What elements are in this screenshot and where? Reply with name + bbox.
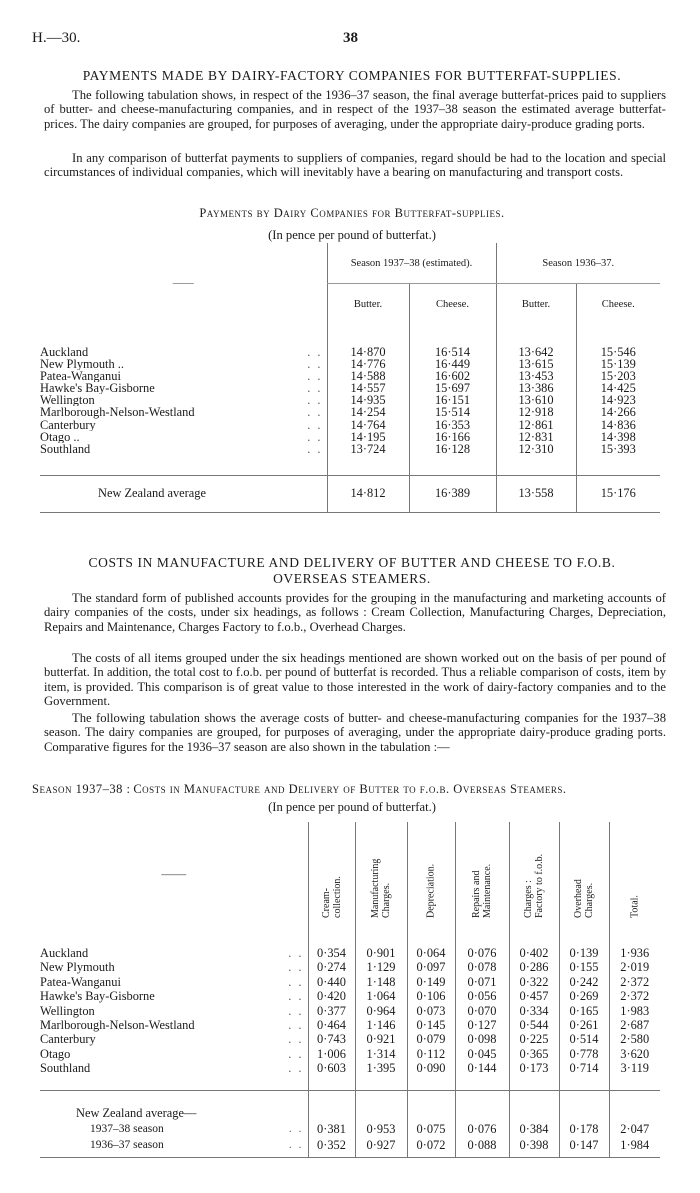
table1-caption [32,206,672,222]
table-cell: 0·334 [509,1004,559,1018]
region-name: Auckland [40,345,89,359]
table-cell: 0·139 [559,926,609,960]
region-name: Canterbury [40,418,96,431]
table2-subcaption: (In pence per pound of butterfat.) [268,800,436,814]
table-cell: 0·173 [509,1061,559,1090]
table-row [40,1047,660,1061]
document-code: H.—30. [32,30,81,46]
leader-dots: . . [307,442,323,456]
table-cell: 0·145 [407,1018,455,1032]
table-cell: 3·620 [609,1047,660,1061]
table2-caption-text: Costs in Manufacture and Delivery of Butter to f.o.b. Overseas Steamers. [133,782,567,796]
leader-dots: . . [307,418,323,431]
table-cell: 13·724 [327,443,409,476]
table-cell: 16·389 [409,475,496,512]
table2-column-header [609,822,660,926]
table2-nz-average-heading-row [40,1090,660,1121]
region-name: Southland [40,1061,91,1076]
leader-dots: . . [288,1003,304,1018]
table-cell: 0·045 [455,1047,509,1061]
table2-average-row [40,1137,660,1158]
region-name: Marlborough-Nelson-Westland [40,1018,195,1033]
table-cell: 1·936 [609,926,660,960]
table-cell: 15·203 [576,370,660,382]
table-cell: 0·076 [455,926,509,960]
table-cell: 1·983 [609,1004,660,1018]
table-row [40,975,660,989]
table-cell: 16·514 [409,324,496,358]
table-cell: 0·064 [407,926,455,960]
region-cell [40,1047,308,1061]
table2-caption-prefix: Season 1937–38 : [32,782,131,796]
table1-col-cheese-1936: Cheese. [576,284,660,325]
table-cell [559,1090,609,1121]
table1-caption-text: Payments by Dairy Companies for Butterfat-supplies. [199,206,505,220]
region-cell [40,419,327,431]
region-name: Auckland [40,946,89,960]
table-cell: 0·073 [407,1004,455,1018]
table-cell: 1·314 [355,1047,407,1061]
table-cell: 14·764 [327,419,409,431]
table-cell: 14·776 [327,358,409,370]
table-cell: 0·070 [455,1004,509,1018]
table-row [40,926,660,960]
table-cell: 0·269 [559,989,609,1003]
table-cell: 0·603 [308,1061,355,1090]
table-cell: 1·395 [355,1061,407,1090]
table2-column-header [407,822,455,926]
column-header-text: Total. [629,895,641,918]
region-cell [40,443,327,476]
leader-dots: . . [307,358,323,371]
table-cell: 0·714 [559,1061,609,1090]
region-cell [40,382,327,394]
region-name: Hawke's Bay-Gisborne [40,989,155,1004]
column-header-text: Repairs and Maintenance. [471,863,493,918]
table-cell: 2·580 [609,1032,660,1046]
section2-paragraph-1 [44,591,666,634]
region-cell [40,431,327,443]
table-cell: 0·144 [455,1061,509,1090]
table-cell: 14·935 [327,394,409,406]
table-cell: 0·112 [407,1047,455,1061]
region-name: Patea-Wanganui [40,974,121,989]
table-cell [609,1090,660,1121]
table-cell: 0·274 [308,960,355,974]
region-name: Hawke's Bay-Gisborne [40,382,155,395]
table-cell: 13·615 [496,358,576,370]
section2-title [32,555,672,587]
table-cell: 14·870 [327,324,409,358]
leader-dots: . . [307,430,323,443]
table-row [40,406,660,418]
table-cell: 16·128 [409,443,496,476]
table1-col-butter-1937: Butter. [327,284,409,325]
table-cell: 0·155 [559,960,609,974]
table-cell: 14·557 [327,382,409,394]
region-name: New Plymouth [40,960,115,975]
table-cell: 0·106 [407,989,455,1003]
region-name: Canterbury [40,1032,96,1047]
table-cell: 13·386 [496,382,576,394]
table-cell: 0·354 [308,926,355,960]
table1-season-1937-38: Season 1937–38 (estimated). [327,243,496,284]
table-cell: 0·381 [308,1121,355,1137]
table-cell: 1·148 [355,975,407,989]
region-cell [40,324,327,358]
average-season-label [40,1121,308,1137]
table1-col-butter-1936: Butter. [496,284,576,325]
table-cell: 0·072 [407,1137,455,1158]
table-cell: 12·831 [496,431,576,443]
table-cell: 2·047 [609,1121,660,1137]
region-cell [40,1004,308,1018]
table-cell: 0·088 [455,1137,509,1158]
table-cell [509,1090,559,1121]
leader-dots: . . [288,974,304,989]
table1-season-1936-37: Season 1936–37. [496,243,660,284]
section2-title-line-1: COSTS IN MANUFACTURE AND DELIVERY OF BUTTER AND CHEESE TO F.O.B. [88,555,616,570]
leader-dots: . . [307,394,323,407]
table-cell: 15·139 [576,358,660,370]
table-cell: 0·402 [509,926,559,960]
section1-paragraph-2-text: In any comparison of butterfat payments to suppliers of companies, regard should be had to the location and special circumstances of individual companies, which will inevitably have a bearing on manufacturing and transport costs. [44,151,666,180]
region-cell [40,1018,308,1032]
table-cell: 0·743 [308,1032,355,1046]
region-cell [40,1032,308,1046]
table-cell: 0·078 [455,960,509,974]
leader-dots: . . [288,1046,304,1061]
table-cell: 0·079 [407,1032,455,1046]
table-cell: 0·398 [509,1137,559,1158]
table-cell: 0·964 [355,1004,407,1018]
table-cell: 0·953 [355,1121,407,1137]
table-cell: 0·127 [455,1018,509,1032]
leader-dots: . . [288,1138,304,1151]
table-cell: 0·225 [509,1032,559,1046]
table-cell [407,1090,455,1121]
table-cell: 0·927 [355,1137,407,1158]
table1-header-row [40,243,660,284]
table-row [40,419,660,431]
table-cell: 0·097 [407,960,455,974]
table-cell: 0·544 [509,1018,559,1032]
column-header-text: Manufacturing Charges. [370,858,392,918]
leader-dots: . . [288,946,304,960]
section2-title-line-2: OVERSEAS STEAMERS. [273,571,431,586]
table-cell: 0·165 [559,1004,609,1018]
table-cell: 14·425 [576,382,660,394]
table-cell: 13·453 [496,370,576,382]
table-cell: 1·064 [355,989,407,1003]
region-cell [40,358,327,370]
table-cell: 15·514 [409,406,496,418]
table-cell: 1·146 [355,1018,407,1032]
table-cell: 14·588 [327,370,409,382]
table-row [40,1004,660,1018]
section2-paragraph-2 [44,651,666,709]
section2-paragraph-3 [44,711,666,754]
table-cell [455,1090,509,1121]
table-cell: 0·420 [308,989,355,1003]
table1-subcaption: (In pence per pound of butterfat.) [268,228,436,242]
table-cell: 0·075 [407,1121,455,1137]
region-name: Marlborough-Nelson-Westland [40,406,195,419]
table-cell: 0·242 [559,975,609,989]
table1-average-row [40,475,660,512]
table2-stub-header: —— [161,866,187,881]
region-name: Patea-Wanganui [40,370,121,383]
region-name: New Plymouth .. [40,358,124,371]
table-cell: 14·812 [327,475,409,512]
table-cell: 13·558 [496,475,576,512]
table-cell: 0·090 [407,1061,455,1090]
table-row [40,1061,660,1090]
table-cell: 0·921 [355,1032,407,1046]
table-cell: 0·457 [509,989,559,1003]
region-cell [40,926,308,960]
table-row [40,324,660,358]
table-row [40,431,660,443]
table-cell: 0·322 [509,975,559,989]
table-cell: 1·984 [609,1137,660,1158]
table2-column-header [455,822,509,926]
column-header-text: Cream- collection. [320,876,343,918]
table-cell: 0·147 [559,1137,609,1158]
leader-dots: . . [307,382,323,395]
table-cell: 3·119 [609,1061,660,1090]
table-cell: 14·254 [327,406,409,418]
column-header-text: Charges : Factory to f.o.b. [523,853,545,918]
table2-average-row [40,1121,660,1137]
leader-dots: . . [288,1018,304,1033]
region-name: Otago [40,1046,71,1061]
table-cell: 2·019 [609,960,660,974]
leader-dots: . . [307,406,323,419]
table-cell: 16·166 [409,431,496,443]
table1-col-cheese-1937: Cheese. [409,284,496,325]
table-row [40,989,660,1003]
table2-column-header [355,822,407,926]
table-cell: 0·352 [308,1137,355,1158]
table-cell: 16·602 [409,370,496,382]
table-cell [308,1090,355,1121]
table-cell: 13·610 [496,394,576,406]
table-cell: 2·687 [609,1018,660,1032]
table-cell: 0·778 [559,1047,609,1061]
table-cell: 14·836 [576,419,660,431]
column-header-text: Overhead Charges. [573,879,595,918]
table2-column-header [559,822,609,926]
leader-dots: . . [288,1061,304,1076]
table-cell: 0·071 [455,975,509,989]
table-row [40,960,660,974]
leader-dots: . . [307,345,323,359]
leader-dots: . . [288,1032,304,1047]
leader-dots: . . [288,989,304,1004]
table-cell: 15·546 [576,324,660,358]
season-label-text: 1936–37 season [90,1138,164,1151]
table-cell [355,1090,407,1121]
table2-column-header [308,822,355,926]
table2-column-header [509,822,559,926]
table-cell: 1·129 [355,960,407,974]
manufacturing-costs-table [40,822,660,1158]
table-cell: 2·372 [609,975,660,989]
table-cell: 16·449 [409,358,496,370]
table-cell: 0·076 [455,1121,509,1137]
leader-dots: . . [307,370,323,383]
table-cell: 16·353 [409,419,496,431]
section1-paragraph-1 [44,88,666,131]
table-cell: 12·861 [496,419,576,431]
nz-average-label: New Zealand average— [76,1105,197,1120]
section1-paragraph-1-text: The following tabulation shows, in respect of the 1936–37 season, the final average butterfat-prices paid to suppliers of butter- and cheese-manufacturing companies, and in respect of the 1937–38 season the estimated average butterfat-prices. The dairy companies are grouped, for purposes of averaging, under the appropriate dairy-produce grading ports. [44,88,666,131]
table-cell: 0·178 [559,1121,609,1137]
table-cell: 12·310 [496,443,576,476]
table1-stub-header: —— [172,278,194,289]
table-row [40,1032,660,1046]
table-cell: 0·464 [308,1018,355,1032]
table-cell: 1·006 [308,1047,355,1061]
region-cell [40,370,327,382]
region-name: Southland [40,442,91,456]
region-name: Wellington [40,394,95,407]
table-cell: 13·642 [496,324,576,358]
table-cell: 16·151 [409,394,496,406]
table-cell: 0·514 [559,1032,609,1046]
section2-paragraph-1-text: The standard form of published accounts provides for the grouping in the manufacturing and marketing accounts of dairy companies of the costs, under six headings, as follows : Cream Collection, Manufacturing Charges, Depreciation, Repairs and Maintenance, Charges Factory to f.o.b., Overhead Charges. [44,591,666,634]
region-cell [40,975,308,989]
table-cell: 14·398 [576,431,660,443]
table-cell: 0·377 [308,1004,355,1018]
table-cell: 0·384 [509,1121,559,1137]
table-cell: 0·286 [509,960,559,974]
table2-caption [32,782,672,798]
table-cell: 15·697 [409,382,496,394]
table-cell: 0·056 [455,989,509,1003]
table-cell: 0·098 [455,1032,509,1046]
leader-dots: . . [288,960,304,975]
table1-average-label [40,475,327,512]
table-row [40,443,660,476]
table-cell: 12·918 [496,406,576,418]
table2-header-row [40,822,660,926]
section1-paragraph-2 [44,151,666,180]
table-row [40,1018,660,1032]
butterfat-payments-table [40,243,660,513]
table-cell: 0·440 [308,975,355,989]
region-name: Otago .. [40,430,80,443]
region-cell [40,960,308,974]
table-cell: 15·176 [576,475,660,512]
table-cell: 14·266 [576,406,660,418]
section2-paragraph-2-text: The costs of all items grouped under the six headings mentioned are shown worked out on the basis of per pound of butterfat. In addition, the total cost to f.o.b. per pound of butterfat is recorded. Thus a reliable comparison of costs, item by item, is provided. This comparison is of great value to those interested in the work of dairy-factory companies and to the Government. [44,651,666,709]
page-number: 38 [343,30,358,46]
table-cell: 0·365 [509,1047,559,1061]
average-label-text: New Zealand average [98,486,207,501]
table-cell: 14·923 [576,394,660,406]
table-cell: 0·261 [559,1018,609,1032]
section2-paragraph-3-text: The following tabulation shows the average costs of butter- and cheese-manufacturing companies for the 1937–38 season. The dairy companies are grouped, for purposes of averaging, under the appropriate dairy-produce grading ports. Comparative figures for the 1936–37 season are also shown in the tabulation :— [44,711,666,754]
season-label-text: 1937–38 season [90,1122,164,1135]
table-cell: 0·901 [355,926,407,960]
region-cell [40,406,327,418]
average-season-label [40,1137,308,1158]
column-header-text: Depreciation. [425,863,437,918]
region-cell [40,1061,308,1090]
section1-title: PAYMENTS MADE BY DAIRY-FACTORY COMPANIES FOR BUTTERFAT-SUPPLIES. [82,68,622,83]
region-cell [40,394,327,406]
table-cell: 0·149 [407,975,455,989]
table-cell: 14·195 [327,431,409,443]
region-name: Wellington [40,1003,95,1018]
leader-dots: . . [288,1122,304,1135]
table-cell: 15·393 [576,443,660,476]
table-cell: 2·372 [609,989,660,1003]
region-cell [40,989,308,1003]
